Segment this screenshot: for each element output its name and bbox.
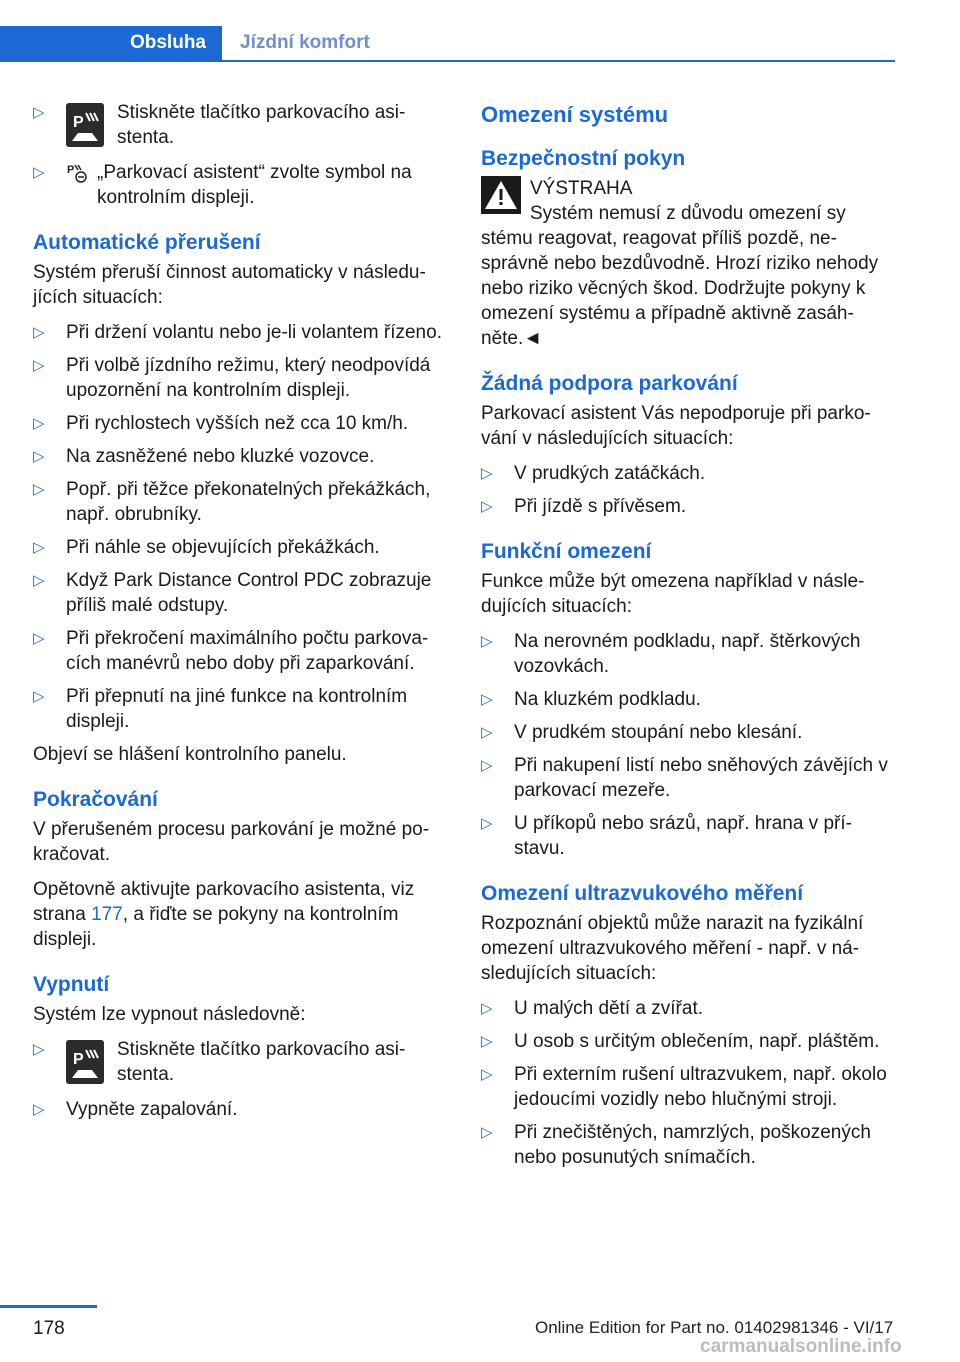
edition-text: Online Edition for Part no. 01402981346 - VI/17 (535, 1318, 894, 1337)
triangle-bullet-icon: ▷ (481, 465, 493, 482)
park-assist-button-icon (66, 103, 104, 147)
list-item: ▷ U malých dětí a zvířat. (481, 998, 704, 1019)
list-item: ▷ Při volbě jízdního režimu, který neodpovídá upozornění na kontrolním displeji. (33, 355, 431, 401)
list-item: ▷ Na kluzkém podkladu. (481, 689, 701, 710)
warning-triangle-icon (481, 176, 521, 214)
paragraph: Opětovně aktivujte parkovacího asistenta, viz strana 177, a řiďte se pokyny na kontrolním displeji. (33, 879, 415, 950)
warning-box (481, 176, 896, 351)
auto-list (33, 320, 448, 734)
list-item (33, 100, 448, 152)
list-item: ▷ Při překročení maximálního počtu parkovacích manévrů nebo doby při zaparkování. (33, 628, 429, 674)
section-title-ultrasonic: Omezení ultrazvukového měření (481, 882, 804, 905)
list-item: ▷ V prudkém stoupání nebo klesání. (481, 722, 803, 743)
triangle-bullet-icon: ▷ (33, 572, 45, 589)
left-column (33, 100, 448, 1130)
page-link[interactable]: 177 (91, 904, 123, 925)
triangle-bullet-icon: ▷ (481, 498, 493, 515)
start-steps (33, 100, 448, 210)
section-title-auto: Automatické přerušení (33, 231, 261, 254)
tab-jizdni-komfort[interactable]: Jízdní komfort (240, 32, 370, 53)
list-item: ▷ Při znečištěných, namrzlých, poškozených nebo posunutých snímačích. (481, 1122, 871, 1168)
paragraph: Objeví se hlášení kontrolního panelu. (33, 744, 347, 765)
triangle-bullet-icon: ▷ (33, 1101, 45, 1118)
paragraph: Rozpoznání objektů může narazit na fyzikální omezení ultrazvukového měření - např. v následujících situacích: (481, 913, 864, 984)
triangle-bullet-icon: ▷ (481, 1066, 493, 1083)
paragraph: Systém lze vypnout následovně: (33, 1004, 306, 1025)
section-title-safety: Bezpečnostní pokyn (481, 147, 686, 170)
triangle-bullet-icon: ▷ (481, 1000, 493, 1017)
triangle-bullet-icon: ▷ (481, 633, 493, 650)
svg-text:P: P (73, 1051, 84, 1068)
list-item: ▷ U příkopů nebo srázů, např. hrana v přístavu. (481, 813, 852, 859)
triangle-bullet-icon: ▷ (481, 1124, 493, 1141)
triangle-bullet-icon: ▷ (33, 688, 45, 705)
section-title-continue: Pokračování (33, 788, 158, 811)
triangle-bullet-icon: ▷ (481, 757, 493, 774)
warning-label: VÝSTRAHA (530, 178, 633, 199)
list-item: ▷ Popř. při těžce překonatelných překážkách, např. obrubníky. (33, 479, 431, 525)
tab-obsluha[interactable]: Obsluha (0, 26, 222, 60)
triangle-bullet-icon: ▷ (33, 539, 45, 556)
triangle-bullet-icon: ▷ (481, 724, 493, 741)
nosupport-list (481, 461, 896, 519)
list-item: ▷ Když Park Distance Control PDC zobrazuje příliš malé odstupy. (33, 570, 432, 616)
triangle-bullet-icon: ▷ (481, 1033, 493, 1050)
watermark: carmanualsonline.info (700, 1336, 902, 1357)
list-item: ▷ Při náhle se objevujících překážkách. (33, 537, 380, 558)
list-item: ▷ P Stiskněte tlačítko parkovacího asistenta. (33, 1039, 406, 1085)
park-assist-symbol-icon (66, 162, 88, 184)
triangle-bullet-icon: ▷ (33, 357, 45, 374)
step-text: Stiskněte tlačítko parkovacího asistenta. (117, 102, 406, 148)
section-title-limits: Omezení systému (481, 102, 669, 127)
svg-text:P: P (73, 114, 84, 131)
triangle-bullet-icon: ▷ (481, 691, 493, 708)
section-title-nosupport: Žádná podpora parkování (481, 372, 738, 395)
triangle-bullet-icon: ▷ (33, 415, 45, 432)
right-column (481, 100, 896, 1178)
triangle-bullet-icon: ▷ (33, 630, 45, 647)
page-number: 178 (33, 1318, 65, 1339)
paragraph: Systém přeruší činnost automaticky v následujících situacích: (33, 262, 426, 308)
list-item: ▷ Při jízdě s přívěsem. (481, 496, 687, 517)
park-assist-button-icon (66, 1040, 104, 1084)
svg-text:P: P (67, 164, 75, 176)
triangle-bullet-icon: ▷ (33, 164, 45, 181)
paragraph: Funkce může být omezena například v následujících situacích: (481, 571, 865, 617)
paragraph: Parkovací asistent Vás nepodporuje při parkování v následujících situacích: (481, 403, 871, 449)
warning-text: stému reagovat, reagovat příliš pozdě, nesprávně nebo bezdůvodně. Hrozí riziko nehody nebo riziko věcných škod. Dodržujte pokyny k omezení systému a případně aktivně zasáhněte.◄ (481, 228, 879, 349)
paragraph: V přerušeném procesu parkování je možné pokračovat. (33, 819, 430, 865)
triangle-bullet-icon: ▷ (33, 324, 45, 341)
warning-text: Systém nemusí z důvodu omezení sy (530, 203, 846, 224)
list-item: ▷ V prudkých zatáčkách. (481, 463, 706, 484)
triangle-bullet-icon: ▷ (481, 815, 493, 832)
list-item: ▷ Při nakupení listí nebo sněhových závějích v parkovací mezeře. (481, 755, 888, 801)
list-item: ▷ Při externím rušení ultrazvukem, např. okolo jedoucími vozidly nebo hlučnými stroji. (481, 1064, 887, 1110)
triangle-bullet-icon: ▷ (33, 448, 45, 465)
footer-divider (0, 1305, 97, 1308)
list-item: ▷ Na nerovném podkladu, např. štěrkových vozovkách. (481, 631, 861, 677)
list-item (33, 160, 448, 210)
list-item: ▷ Při rychlostech vyšších než cca 10 km/h. (33, 413, 409, 434)
step-text: „Parkovací asistent“ zvolte symbol na kontrolním displeji. (97, 162, 412, 208)
list-item: ▷ Při držení volantu nebo je-li volantem řízeno. (33, 322, 442, 343)
triangle-bullet-icon: ▷ (33, 1041, 45, 1058)
section-title-off: Vypnutí (33, 973, 110, 996)
list-item: ▷ U osob s určitým oblečením, např. pláštěm. (481, 1031, 880, 1052)
off-steps (33, 1037, 448, 1122)
list-item: ▷ Na zasněžené nebo kluzké vozovce. (33, 446, 375, 467)
ultrasonic-list (481, 996, 896, 1170)
section-title-function: Funkční omezení (481, 540, 652, 563)
triangle-bullet-icon: ▷ (33, 481, 45, 498)
page-header (0, 0, 895, 62)
triangle-bullet-icon: ▷ (33, 104, 45, 121)
list-item: ▷ Při přepnutí na jiné funkce na kontrolním displeji. (33, 686, 408, 732)
list-item: ▷ Vypněte zapalování. (33, 1099, 238, 1120)
function-list (481, 629, 896, 861)
header-divider (0, 60, 895, 62)
